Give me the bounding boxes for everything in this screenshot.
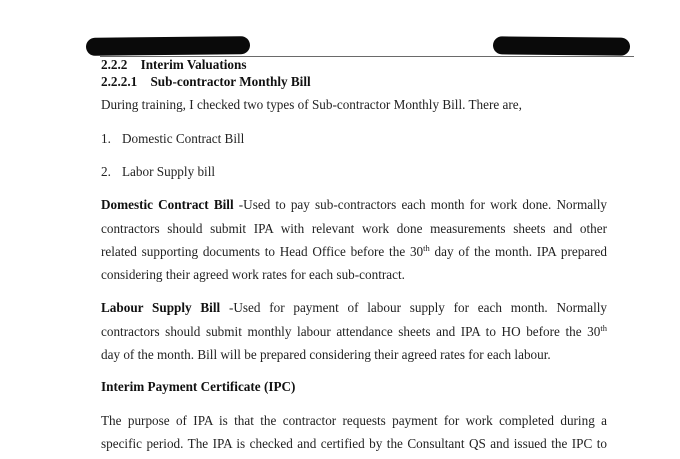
list-item [101,131,244,147]
list-item [101,164,215,180]
list-text: Labor Supply bill [122,164,216,179]
section-heading [101,57,246,73]
labour-line-2: contractors should submit monthly labour attendance sheets and IPA to HO before the 30th [101,323,607,339]
domestic-line-4: considering their agreed work rates for each sub-contract. [101,267,405,282]
section-number: 2.2.2 [101,57,128,72]
labour-line-1: Labour Supply Bill -Used for payment of labour supply for each month. Normally [101,300,608,315]
subsection-title: Sub-contractor Monthly Bill [150,74,311,89]
domestic-term: Domestic Contract Bill [101,197,234,212]
ipc-line-1: The purpose of IPA is that the contractor requests payment for work completed during a [101,413,607,428]
ipc-heading: Interim Payment Certificate (IPC) [101,379,296,394]
list-number: 1. [101,131,111,146]
labour-term: Labour Supply Bill [101,300,221,315]
domestic-line-2: contractors should submit IPA with relevant work done measurements sheets and other [101,221,607,236]
section-title: Interim Valuations [140,57,247,72]
list-text: Domestic Contract Bill [122,131,245,146]
ipc-line-2: specific period. The IPA is checked and certified by the Consultant QS and issued the IPC to [101,436,607,451]
redaction-bar-left [86,36,250,56]
subsection-heading [101,74,311,90]
domestic-line-1: Domestic Contract Bill -Used to pay sub-contractors each month for work done. Normally [101,197,608,212]
redaction-bar-right [493,36,630,55]
domestic-line-3: related supporting documents to Head Office before the 30th day of the month. IPA prepared [101,243,607,259]
labour-line-3: day of the month. Bill will be prepared considering their agreed rates for each labour. [101,347,551,362]
subsection-number: 2.2.2.1 [101,74,138,89]
list-number: 2. [101,164,111,179]
intro-paragraph: During training, I checked two types of Sub-contractor Monthly Bill. There are, [101,97,522,112]
